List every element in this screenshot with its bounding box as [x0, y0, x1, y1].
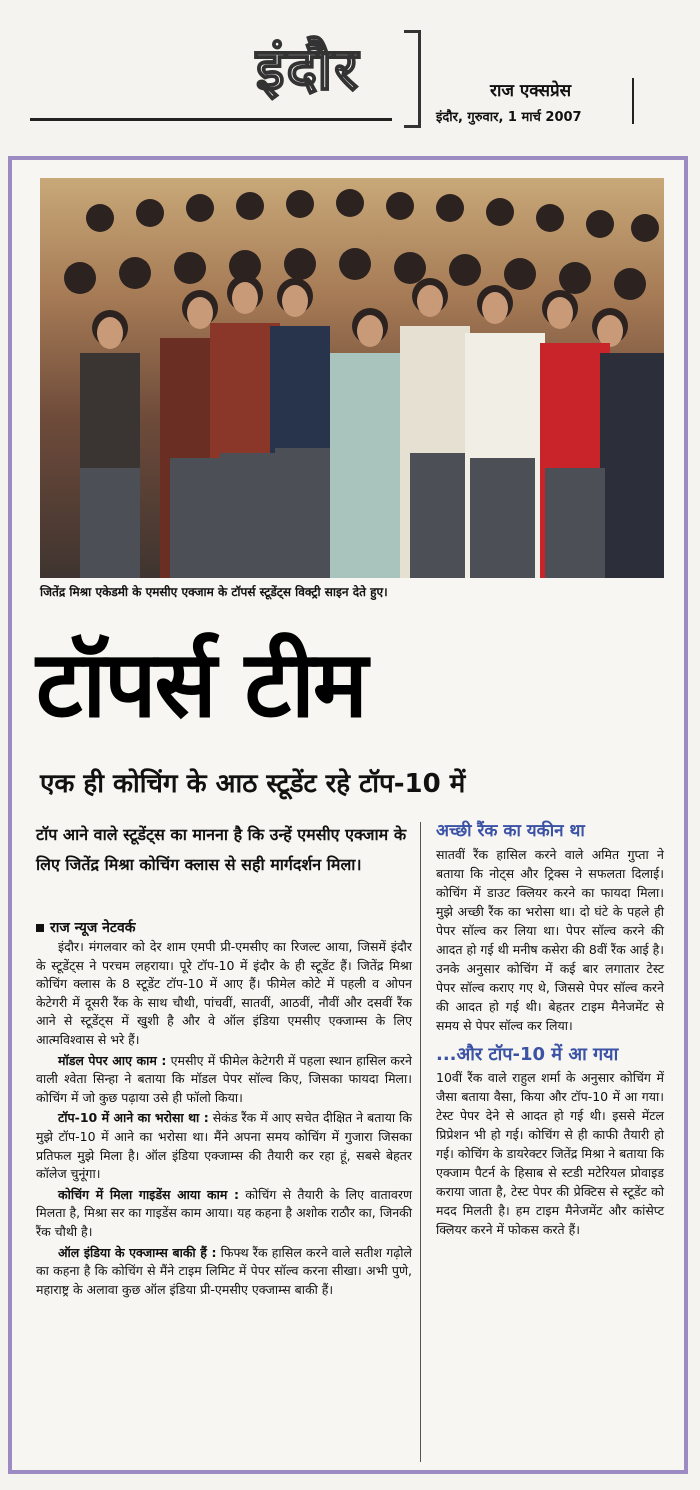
- masthead-bracket: [404, 30, 421, 128]
- sidebar-paragraph: सातवीं रैंक हासिल करने वाले अमित गुप्ता ने बताया कि नोट्स और ट्रिक्स ने सफलता दिलाई। कोचिंग में डाउट क्लियर करने का फायदा मिला। मुझे अच्छी रैंक का भरोसा था। दो घंटे के पहले ही पेपर सॉल्व कर लिया था। पेपर सॉल्व करने की आदत हो गई थी मनीष कसेरा की 8वीं रैंक आई है। उनके अनुसार कोचिंग में कई बार लगातार टेस्ट पेपर सॉल्व कराए गए थे, जिससे पेपर सॉल्व करने की आदत हो गई थी। बेहतर टाइम मैनेजमेंट से समय से पेपर सॉल्व कर लिया।: [436, 847, 664, 1033]
- square-bullet-icon: [36, 924, 44, 932]
- issue-date: इंदौर, गुरुवार, 1 मार्च 2007: [436, 110, 582, 125]
- sidebar-column: [436, 822, 664, 1239]
- photo-caption: जितेंद्र मिश्रा एकेडमी के एमसीए एक्जाम के टॉपर्स स्टूडेंट्स विक्ट्री साइन देते हुए।: [40, 585, 388, 599]
- paragraph-heading: कोचिंग में मिला गाइडेंस आया काम :: [58, 1186, 239, 1202]
- intro-text: टॉप आने वाले स्टूडेंट्स का मानना है कि उन्हें एमसीए एक्जाम के लिए जितेंद्र मिश्रा कोचिंग क्लास से सही मार्गदर्शन मिला।: [36, 825, 407, 874]
- paragraph-text: सेकंड रैंक में आए सचेत दीक्षित ने बताया कि मुझे टॉप-10 में आने का भरोसा था। मैंने अपना समय कोचिंग में गुजारा जिसका प्रतिफल मुझे मिला है। ऑल इंडिया एक्जाम्स की तैयारी कर रहा हूं, सबसे बेहतर कॉलेज चुनूंगा।: [36, 1110, 412, 1182]
- main-article-body: [36, 938, 412, 1301]
- headline: टॉपर्स टीम: [36, 631, 366, 738]
- article-paragraph: [36, 1186, 412, 1242]
- article-paragraph: [36, 1052, 412, 1108]
- paragraph-text: एमसीए में फीमेल केटेगरी में पहला स्थान हासिल करने वाली श्वेता सिन्हा ने बताया कि मॉडल पेपर सॉल्व किए, जिसका फायदा मिला। कोचिंग में जो कुछ पढ़ाया उसे ही फॉलो किया।: [36, 1052, 412, 1105]
- paragraph-heading: मॉडल पेपर आए काम :: [58, 1052, 167, 1068]
- byline: [36, 918, 336, 937]
- crowd-illustration: [40, 178, 664, 578]
- sidebar-heading: ...और टॉप-10 में आ गया: [436, 1044, 619, 1065]
- section-title: इंदौर: [255, 35, 361, 103]
- subheadline: एक ही कोचिंग के आठ स्टूडेंट रहे टॉप-10 में: [40, 769, 466, 799]
- article-paragraph: इंदौर। मंगलवार को देर शाम एमपी प्री-एमसीए का रिजल्ट आया, जिसमें इंदौर के स्टूडेंट्स ने परचम लहराया। पूरे टॉप-10 में इंदौर के ही स्टूडेंट हैं। जितेंद्र मिश्रा कोचिंग क्लास के 8 स्टूडेंट टॉप-10 में आए हैं। फीमेल कोटे में पहली व ओपन केटेगरी में दूसरी रैंक के साथ चौथी, पांचवीं, सातवीं, आठवीं, नौवीं और दसवीं रैंक आने से स्टूडेंट्स में खुशी है और वे ऑल इंडिया एमसीए एक्जाम्स के लिए आत्मविश्वास से भरे हैं।: [36, 939, 412, 1047]
- paper-name: राज एक्सप्रेस: [490, 81, 572, 101]
- paragraph-heading: टॉप-10 में आने का भरोसा था :: [58, 1110, 209, 1126]
- date-divider: [632, 78, 634, 124]
- column-divider: [420, 822, 421, 1462]
- byline-text: राज न्यूज नेटवर्क: [50, 920, 136, 936]
- paragraph-text: कोचिंग से तैयारी के लिए वातावरण मिलता है, मिश्रा सर का गाइडेंस काम आया। यह कहना है अशोक राठौर का, जिनकी रैंक चौथी है।: [36, 1186, 412, 1239]
- sidebar-heading: अच्छी रैंक का यकीन था: [436, 821, 585, 841]
- article-paragraph: [36, 1244, 412, 1300]
- group-photo: [40, 178, 664, 578]
- article-paragraph: [36, 1109, 412, 1183]
- masthead-rule: [30, 118, 392, 121]
- sidebar-paragraph: 10वीं रैंक वाले राहुल शर्मा के अनुसार कोचिंग में जैसा बताया वैसा, किया और टॉप-10 में आ गया। टेस्ट पेपर देने से आदत हो गई थी। इससे मेंटल प्रिप्रेशन भी हो गई। कोचिंग से ही काफी तैयारी हो गई। कोचिंग के डायरेक्टर जितेंद्र मिश्रा ने बताया कि एक्जाम पैटर्न के हिसाब से स्टडी मटेरियल प्रोवाइड कराया जाता है, टेस्ट पेपर की प्रेक्टिस से स्टूडेंट को मदद मिलती है। हम टाइम मैनेजमेंट और कांसेप्ट क्लियर करने में फोकस करते हैं।: [436, 1070, 664, 1237]
- paragraph-text: फिफ्थ रैंक हासिल करने वाले सतीश गढ़ोले का कहना है कि कोचिंग से मैंने टाइम लिमिट में पेपर सॉल्व करना सीखा। अभी पुणे, महाराष्ट्र के अलावा कुछ ऑल इंडिया प्री-एमसीए एक्जाम्स बाकी हैं।: [36, 1244, 412, 1297]
- paragraph-heading: ऑल इंडिया के एक्जाम्स बाकी हैं :: [58, 1244, 217, 1260]
